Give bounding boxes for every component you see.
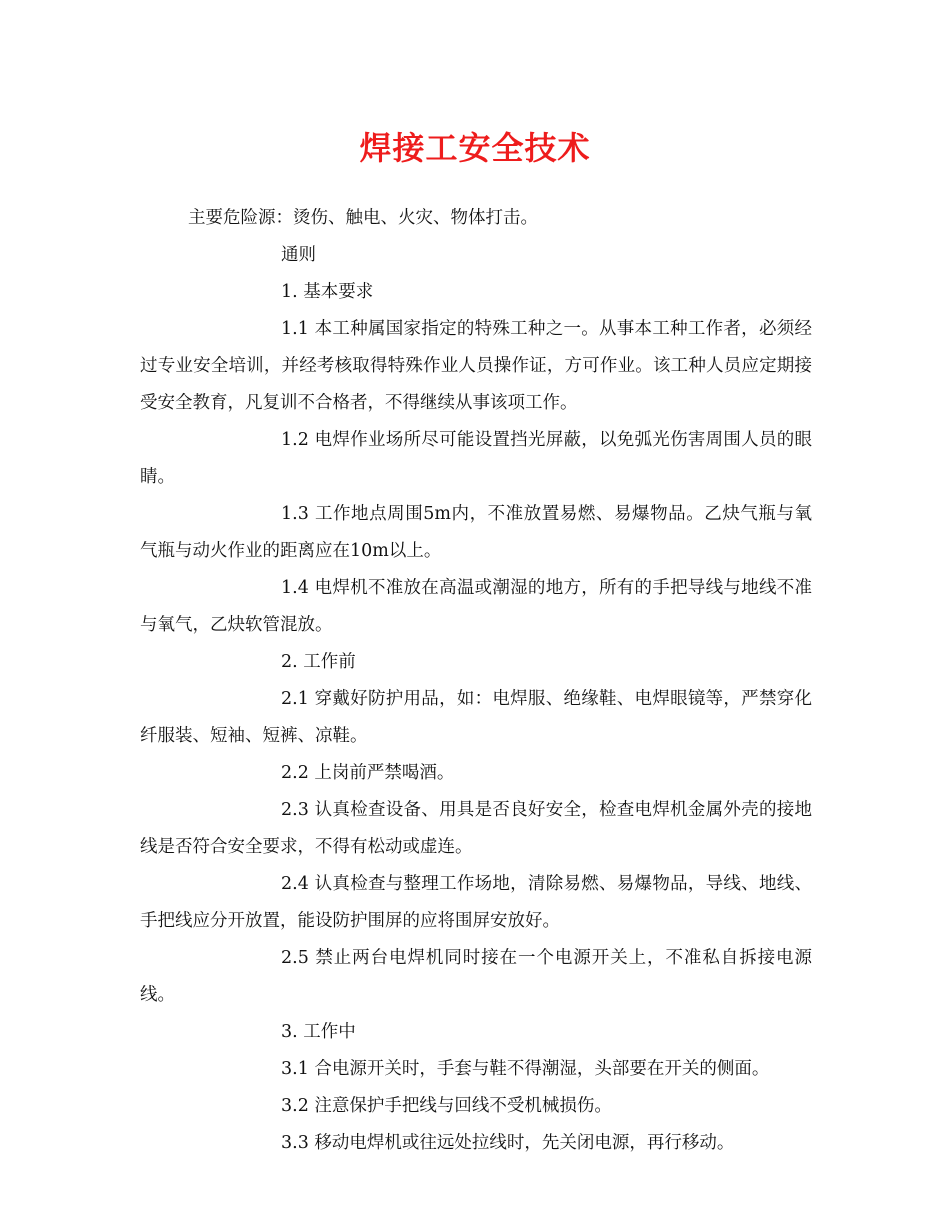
section-heading-before-work: 2. 工作前 <box>281 652 356 672</box>
clause-2-3: 2.3 认真检查设备、用具是否良好安全，检查电焊机金属外壳的接地线是否符合安全要求，不得有松动或虚连。 <box>140 800 812 857</box>
clause-1-1: 1.1 本工种属国家指定的特殊工种之一。从事本工种工作者，必须经过专业安全培训，并经考核取得特殊作业人员操作证，方可作业。该工种人员应定期接受安全教育，凡复训不合格者，不得继续从事该项工作。 <box>140 319 812 413</box>
hazard-summary: 主要危险源：烫伤、触电、火灾、物体打击。 <box>188 208 538 228</box>
clause-1-3: 1.3 工作地点周围5m内，不准放置易燃、易爆物品。乙炔气瓶与氧气瓶与动火作业的距离应在10m以上。 <box>140 504 812 561</box>
clause-2-2: 2.2 上岗前严禁喝酒。 <box>281 763 455 783</box>
clause-2-1: 2.1 穿戴好防护用品，如：电焊服、绝缘鞋、电焊眼镜等，严禁穿化纤服装、短袖、短裤、凉鞋。 <box>140 689 812 746</box>
clause-1-4: 1.4 电焊机不准放在高温或潮湿的地方，所有的手把导线与地线不准与氧气，乙炔软管混放。 <box>140 578 812 635</box>
clause-3-1: 3.1 合电源开关时，手套与鞋不得潮湿，头部要在开关的侧面。 <box>281 1059 770 1079</box>
clause-1-2: 1.2 电焊作业场所尽可能设置挡光屏蔽，以免弧光伤害周围人员的眼睛。 <box>140 430 812 487</box>
section-heading-during-work: 3. 工作中 <box>281 1022 356 1042</box>
document-title: 焊接工安全技术 <box>359 129 591 167</box>
clause-3-2: 3.2 注意保护手把线与回线不受机械损伤。 <box>281 1096 612 1116</box>
clause-3-3: 3.3 移动电焊机或往远处拉线时，先关闭电源，再行移动。 <box>281 1133 735 1153</box>
document-body <box>140 200 812 1162</box>
section-heading-general: 通则 <box>281 245 316 265</box>
section-heading-basic-requirements: 1. 基本要求 <box>281 282 374 302</box>
clause-2-4: 2.4 认真检查与整理工作场地，清除易燃、易爆物品，导线、地线、手把线应分开放置，能设防护围屏的应将围屏安放好。 <box>140 874 812 931</box>
clause-2-5: 2.5 禁止两台电焊机同时接在一个电源开关上，不准私自拆接电源线。 <box>140 948 812 1005</box>
